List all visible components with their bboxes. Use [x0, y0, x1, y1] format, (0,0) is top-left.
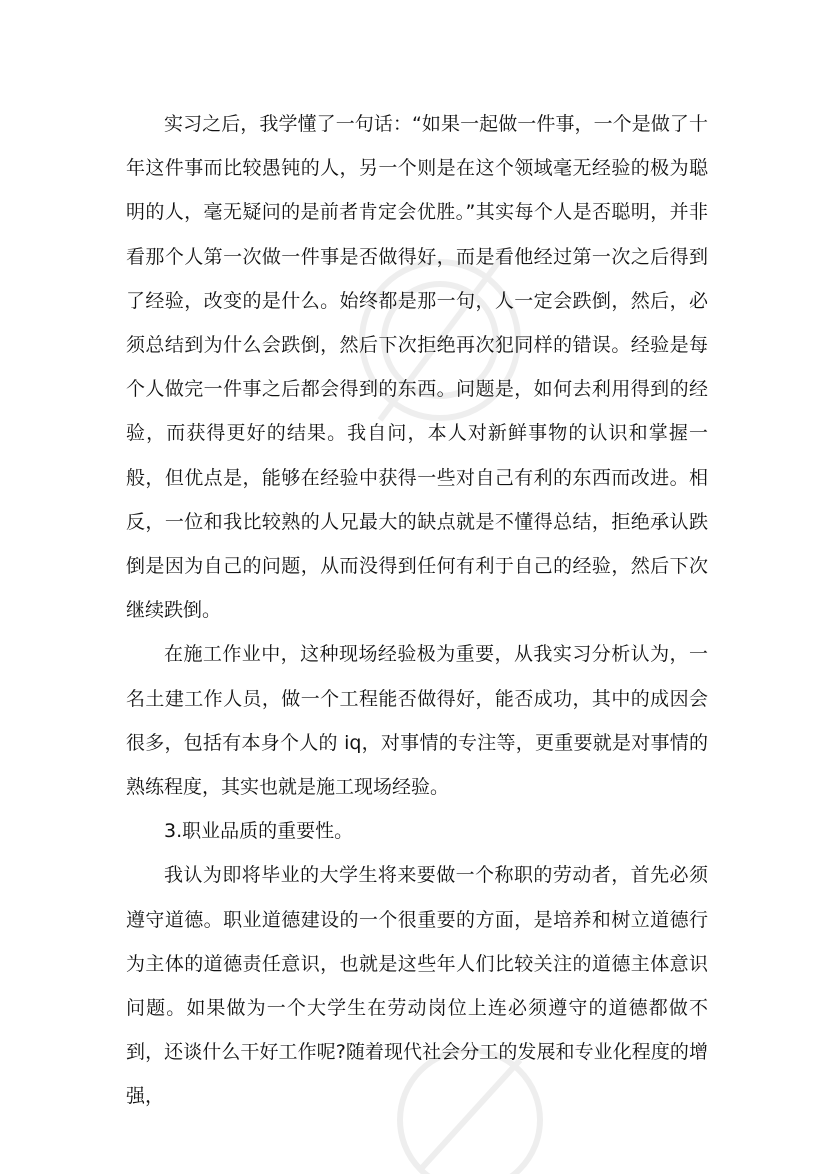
paragraph-1: 实习之后，我学懂了一句话：“如果一起做一件事，一个是做了十年这件事而比较愚钝的人，另一个则是在这个领域毫无经验的极为聪明的人，毫无疑问的是前者肯定会优胜。”其实每个人是否聪明，并非看那个人第一次做一件事是否做得好，而是看他经过第一次之后得到了经验，改变的是什么。始终都是那一句，人一定会跌倒，然后，必须总结到为什么会跌倒，然后下次拒绝再次犯同样的错误。经验是每个人做完一件事之后都会得到的东西。问题是，如何去利用得到的经验，而获得更好的结果。我自问，本人对新鲜事物的认识和掌握一般，但优点是，能够在经验中获得一些对自己有利的东西而改进。相反，一位和我比较熟的人兄最大的缺点就是不懂得总结，拒绝承认跌倒是因为自己的问题，从而没得到任何有利于自己的经验，然后下次继续跌倒。	[126, 113, 708, 622]
paragraph-2: 在施工作业中，这种现场经验极为重要，从我实习分析认为，一名土建工作人员，做一个工程能否做得好，能否成功，其中的成因会很多，包括有本身个人的 iq，对事情的专注等，更重要就是对事情的熟练程度，其实也就是施工现场经验。	[126, 643, 708, 799]
section-heading: 3.职业品质的重要性。	[164, 820, 354, 843]
paragraph-3: 我认为即将毕业的大学生将来要做一个称职的劳动者，首先必须遵守道德。职业道德建设的一个很重要的方面，是培养和树立道德行为主体的道德责任意识，也就是这些年人们比较关注的道德主体意识问题。如果做为一个大学生在劳动岗位上连必须遵守的道德都做不到，还谈什么干好工作呢?随着现代社会分工的发展和专业化程度的增强，	[126, 864, 708, 1108]
document-body	[126, 102, 708, 1119]
